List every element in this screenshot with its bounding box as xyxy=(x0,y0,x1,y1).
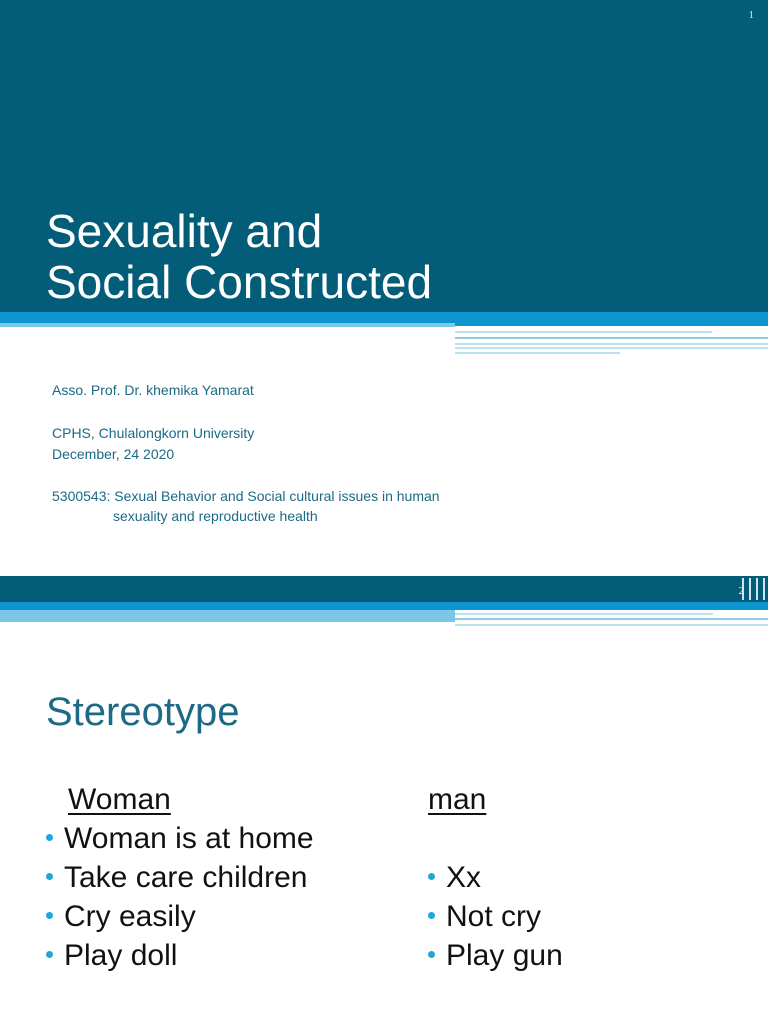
page-number: 2 xyxy=(738,585,744,597)
bullet-item: Play doll xyxy=(0,936,314,975)
slide-title-line-1: Sexuality and xyxy=(46,205,323,257)
header-band xyxy=(0,576,768,602)
bullet-dot-icon xyxy=(46,912,53,919)
man-heading: man xyxy=(428,783,487,816)
accent-band xyxy=(0,602,768,610)
bullet-item: Take care children xyxy=(0,858,314,897)
slide-title xyxy=(46,206,432,308)
man-column xyxy=(428,780,563,975)
bullet-item: Cry easily xyxy=(0,897,314,936)
date-line: December, 24 2020 xyxy=(52,446,175,462)
bullet-item: Play gun xyxy=(428,936,563,975)
slide-title: Stereotype xyxy=(46,690,240,734)
blank-line xyxy=(428,819,563,858)
course-line-2: sexuality and reproductive health xyxy=(113,508,318,524)
woman-column xyxy=(64,780,314,975)
bullet-item: Not cry xyxy=(428,897,563,936)
course-line-1: 5300543: Sexual Behavior and Social cultural issues in human xyxy=(52,488,440,504)
bullet-dot-icon xyxy=(46,834,53,841)
affiliation-line: CPHS, Chulalongkorn University xyxy=(52,425,255,441)
bullet-dot-icon xyxy=(428,912,435,919)
content-slide xyxy=(0,576,768,1024)
bullet-dot-icon xyxy=(46,951,53,958)
bullet-dot-icon xyxy=(428,873,435,880)
bullet-item: Woman is at home xyxy=(0,819,314,858)
slide-title-line-2: Social Constructed xyxy=(46,256,433,308)
woman-heading: Woman xyxy=(68,783,171,816)
page-number: 1 xyxy=(748,9,754,21)
bullet-item: Xx xyxy=(428,858,563,897)
light-accent-band xyxy=(0,610,455,622)
bullet-dot-icon xyxy=(46,873,53,880)
bullet-dot-icon xyxy=(428,951,435,958)
author-line: Asso. Prof. Dr. khemika Yamarat xyxy=(52,382,254,398)
